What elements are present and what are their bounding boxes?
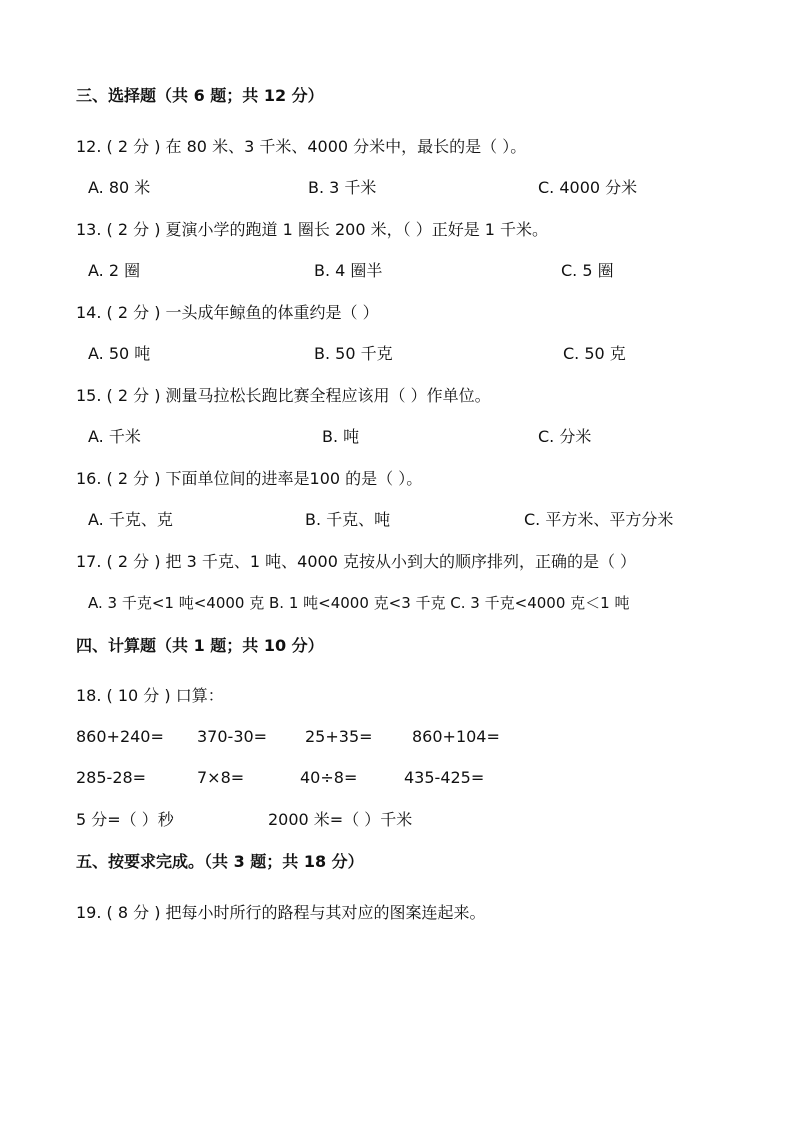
calc-item: 370-30= [197, 727, 268, 746]
calc-item: 435-425= [404, 768, 485, 787]
question-15-option-c: C. 分米 [538, 427, 592, 446]
question-13-option-c: C. 5 圈 [561, 261, 614, 280]
question-17-options: A. 3 千克<1 吨<4000 克 B. 1 吨<4000 克<3 千克 C. 3 千克<4000 克＜1 吨 [88, 594, 630, 612]
question-12-stem: 12. ( 2 分 ) 在 80 米、3 千米、4000 分米中，最长的是（ ）。 [76, 137, 527, 156]
question-12-option-a: A. 80 米 [88, 178, 151, 197]
question-16-stem: 16. ( 2 分 ) 下面单位间的进率是100 的是（ ）。 [76, 469, 423, 488]
question-14-option-b: B. 50 千克 [314, 344, 393, 363]
calc-item: 285-28= [76, 768, 147, 787]
question-16-option-b: B. 千克、吨 [305, 510, 391, 529]
question-12-option-c: C. 4000 分米 [538, 178, 638, 197]
question-15-option-a: A. 千米 [88, 427, 141, 446]
calc-item: 25+35= [305, 727, 373, 746]
question-16-option-a: A. 千克、克 [88, 510, 173, 529]
calc-item: 7×8= [197, 768, 245, 787]
question-14-option-a: A. 50 吨 [88, 344, 151, 363]
calc-item: 860+240= [76, 727, 164, 746]
question-19-stem: 19. ( 8 分 ) 把每小时所行的路程与其对应的图案连起来。 [76, 903, 486, 922]
question-15-stem: 15. ( 2 分 ) 测量马拉松长跑比赛全程应该用（ ）作单位。 [76, 386, 491, 405]
calc-item: 40÷8= [300, 768, 358, 787]
question-18-stem: 18. ( 10 分 ) 口算： [76, 686, 224, 705]
conversion-item: 2000 米=（ ）千米 [268, 810, 413, 829]
conversion-item: 5 分=（ ）秒 [76, 810, 174, 829]
section-title-calc: 四、计算题（共 1 题；共 10 分） [76, 636, 324, 655]
question-13-stem: 13. ( 2 分 ) 夏演小学的跑道 1 圈长 200 米，（ ）正好是 1 千米。 [76, 220, 549, 239]
section-title-choice: 三、选择题（共 6 题；共 12 分） [76, 86, 324, 105]
question-14-stem: 14. ( 2 分 ) 一头成年鲸鱼的体重约是（ ） [76, 303, 379, 322]
question-12-option-b: B. 3 千米 [308, 178, 377, 197]
question-13-option-b: B. 4 圈半 [314, 261, 383, 280]
question-13-option-a: A. 2 圈 [88, 261, 141, 280]
calc-item: 860+104= [412, 727, 500, 746]
section-title-tasks: 五、按要求完成。（共 3 题；共 18 分） [76, 852, 364, 871]
question-15-option-b: B. 吨 [322, 427, 360, 446]
question-17-stem: 17. ( 2 分 ) 把 3 千克、1 吨、4000 克按从小到大的顺序排列，正确的是（ ） [76, 552, 637, 571]
question-16-option-c: C. 平方米、平方分米 [524, 510, 674, 529]
question-14-option-c: C. 50 克 [563, 344, 626, 363]
